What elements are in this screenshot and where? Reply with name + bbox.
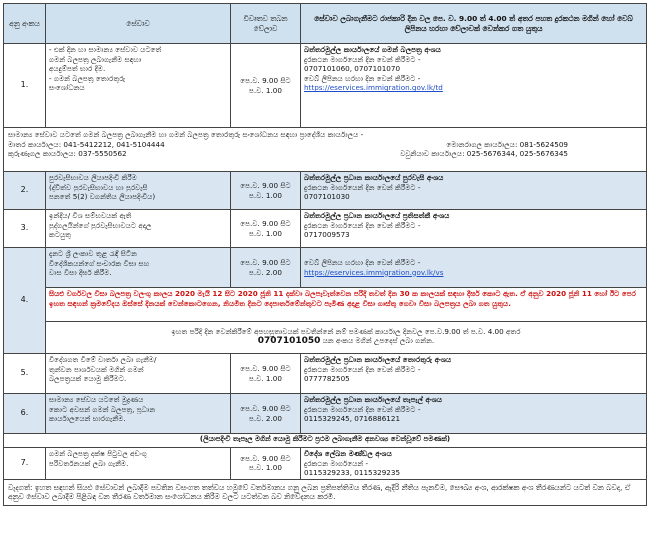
notice-sheet <box>3 3 646 506</box>
phone-numbers: 0707101060, 0707101070 <box>304 64 401 73</box>
table-row <box>4 248 647 288</box>
phone-caption: දුරකථන මාර්ගයෙන් දින වෙන් කිරීමට - <box>304 182 421 192</box>
table-row <box>4 210 647 248</box>
service-description <box>46 248 231 288</box>
kurunegala-office: කුරුණෑගල කාර්යාලය: 037-5550562 <box>8 149 127 158</box>
table-row <box>4 172 647 210</box>
service-line: බලපත්‍රයක් යොමු කිරීමට. <box>49 374 127 383</box>
services-table <box>3 3 647 506</box>
service-description <box>46 354 231 394</box>
phone-caption: දුරකථන මාර්ගයෙන් දින වෙන් කිරීමට - <box>304 54 421 64</box>
service-line: ගමන් බලපත්‍ර ලබාගැනීම සඳහා <box>49 54 142 64</box>
service-description <box>46 172 231 210</box>
booking-details <box>301 172 647 210</box>
open-hours <box>231 172 301 210</box>
table-row <box>4 44 647 128</box>
booking-details <box>301 354 647 394</box>
service-description <box>46 448 231 480</box>
time-to: ප.ව. 1.00 <box>249 463 282 473</box>
urgent-notice: ඉහත පරිදි දින වෙන්කිරීමේ අපහසුතාවයක් පවතින්නේ නම් පමණක් කාර්යාල දිනවල පෙ.ව.9.00 ත් ප.ව. 4.00 අතර <box>171 326 521 336</box>
time-to: ප.ව. 1.00 <box>249 373 282 383</box>
service-line: සංශෝධනය <box>49 83 85 92</box>
row-number: 7. <box>4 448 46 480</box>
urgent-tail: යන අංකය මගින් උපදෙස් ලබා ගන්න. <box>322 336 435 346</box>
phone-caption: දුරකථන මාර්ගයෙන් දින වෙන් කිරීමට - <box>304 220 421 230</box>
row-number: 3. <box>4 210 46 248</box>
regional-offices-row <box>4 128 647 172</box>
office-name: බත්තරමුල්ල කාර්යාලයේ ගමන් බලපත්‍ර අංශය <box>304 45 441 54</box>
visa-extension-notice: සියළු වර්ගවල වීසා බලපත්‍ර වලංගු කාලය 2020 මැයි 12 සිට 2020 ජූනි 11 දක්වා බලපැවැත්වෙන පරිදි තවත් දින 30 ක කාලයක් සඳහා දීර්ඝ කොට ඇත. ඒ අනුව 2020 ජූනි 11 හෝ ඊට පෙර ඉහත සඳහන් ක්‍රමවේදය ඔස්සේ දිනයක් වෙන්කොටගෙන, නියමිත දිනට දෙපාර්තමේන්තුවට පැමිණ අදාළ වීසා ගාස්තු ගෙවා වීසා බලපත්‍රය ලබා ගත යුතුය. <box>46 288 647 322</box>
regional-offices <box>4 128 647 172</box>
booking-details <box>301 210 647 248</box>
service-line: විදේශගත වීමේ වාර්තා ලබා ගැනීම/ <box>49 355 157 364</box>
time-from: පෙ.ව. 9.00 සිට <box>240 364 291 373</box>
service-line: තුන්වන පාර්ශවයක් මගින් ගමන් <box>49 364 144 374</box>
important-footnote: වැදගත්: ඉහත සඳහන් සියළු සේවාවන් ලබාදීම පවතින වසංගත තත්වය හමුවේ වර්තමානය ගනු ලබන ප්‍රතිපත්තිමය තීරණ, ඇදිරි නීතිය පැනවීම, සෞඛ්‍ය අංශ, ආරක්ෂක අංශ තීරණයන්ට යටත් වන බවද, ඒ අනුව සේවාව ලබාදීම පිළිබඳ වන තීරණ වර්තමාන සංශෝධනය කිරීම වලට යටත්වන බව නිවේදනය කරමි. <box>4 479 647 506</box>
row-number: 6. <box>4 394 46 434</box>
office-name: විදේශ ලේඛන මණ්ඩල අංශය <box>304 449 392 458</box>
service-line: පරිවර්තනයක් ලබා ගැනීම. <box>49 458 129 468</box>
service-line: දැනට ශ්‍රී ලංකාව තුළ රැඳී සිටින <box>49 249 137 258</box>
time-from: පෙ.ව. 9.00 සිට <box>240 219 291 228</box>
phone-numbers: 0777782505 <box>304 374 350 383</box>
phone-numbers: 0115329233, 0115329235 <box>304 468 401 477</box>
phone-numbers: 0115329245, 0716886121 <box>304 414 401 423</box>
table-row <box>4 394 647 434</box>
open-hours <box>231 448 301 480</box>
open-hours <box>231 44 301 128</box>
booking-link[interactable]: https://eservices.immigration.gov.lk/td <box>304 83 443 92</box>
header-open-hours: විවෘතව තබන වේලාව <box>231 4 301 44</box>
office-name: බත්තරමුල්ල ප්‍රධාන කාර්යාලයේ තොරතුරු අංශය <box>304 355 452 364</box>
visa-notice-row <box>4 288 647 322</box>
phone-caption: දුරකථන මාර්ගයෙන් - <box>304 458 369 468</box>
service-line: අයදුම්පත් භාර දීම. <box>49 64 106 73</box>
post-notice-row <box>4 434 647 448</box>
open-hours <box>231 210 301 248</box>
row-number: 1. <box>4 44 46 128</box>
urgent-phone: 0707101050 <box>257 336 321 347</box>
booking-link[interactable]: https://eservices.immigration.gov.lk/vs <box>304 267 444 277</box>
phone-caption: දුරකථන මාර්ගයෙන් දින වෙන් කිරීමට - <box>304 404 421 414</box>
phone-numbers: 0717009573 <box>304 230 350 239</box>
header-service: සේවාව <box>46 4 231 44</box>
header-number: අනු අංකය <box>4 4 46 44</box>
header-booking: සේවාව ලබාගැනීමට රාජකාරි දින වල පෙ. ව. 9.00 ත් 4.00 ත් අතර පහත දුරකථන මගින් හෝ වෙබ් ලිපිනය හරහා වේලාවක් වෙන්කර ගත යුතුය <box>301 4 647 44</box>
row-number: 4. <box>4 248 46 354</box>
time-from: පෙ.ව. 9.00 සිට <box>240 76 291 85</box>
office-name: බත්තරමුල්ල ප්‍රධාන කාර්යාලයේ තැපැල් අංශය <box>304 395 443 404</box>
service-line: ඉන්දීය/ විශ සම්භවයක් ඇති <box>49 211 132 220</box>
time-to: ප.ව. 2.00 <box>249 267 282 277</box>
urgent-notice-row <box>4 322 647 354</box>
time-from: පෙ.ව. 9.00 සිට <box>240 181 291 190</box>
service-description <box>46 210 231 248</box>
service-line: වාස වීසා දීර්ඝ කිරීම. <box>49 268 112 277</box>
service-line: පනතේ 5(2) වගන්තිය ලියාපදිංචිය) <box>49 192 156 201</box>
service-line: පුද්ගලයින්ගේ පුරවැසිභාවයට අදාල <box>49 220 152 230</box>
time-to: ප.ව. 1.00 <box>249 228 282 238</box>
service-line: විදේශිකයන්ගේ සංචාරක වීසා සහ <box>49 258 150 268</box>
table-row <box>4 448 647 480</box>
registered-post-notice: (ලියාපදිංචි තැපෑල මගින් යොමු කිරීමට ප්‍රථම ලබාගැනීම අනවශ්‍ය වෙන්වූවේ පමණක්) <box>4 434 647 448</box>
time-to: ප.ව. 1.00 <box>249 190 282 200</box>
booking-details <box>301 44 647 128</box>
regional-title: සාමාන්‍ය සේවාව යටතේ ගමන් බලපත්‍ර ලබාගැනීම හා ගමන් බලපත්‍ර තොරතුරු සංශෝධනය සඳහා ප්‍රාදේශීය කාර්යාලය - <box>8 130 364 139</box>
time-from: පෙ.ව. 9.00 සිට <box>240 404 291 413</box>
service-description <box>46 44 231 128</box>
service-line: පුරවැසිභාවය ලියාපදිංචි කිරීම <box>49 173 137 182</box>
service-line: කටයුතු <box>49 230 72 239</box>
service-line: (ද්විත්ව පුරවැසිභාවය හා පුරවැසි <box>49 182 148 192</box>
booking-details <box>301 448 647 480</box>
open-hours <box>231 394 301 434</box>
service-line: - එක් දින හා සාමාන්‍ය සේවාව යටතේ <box>49 45 162 54</box>
service-line: සාමාන්‍ය සේවය යටතේ මුද්‍රණය <box>49 395 144 404</box>
matara-office: මාතර කාර්යාලය: 041-5412212, 041-5104444 <box>8 139 165 149</box>
row-number: 5. <box>4 354 46 394</box>
booking-details <box>301 248 647 288</box>
table-row <box>4 354 647 394</box>
service-line: - ගමන් බලපත්‍ර තොරතුරු <box>49 73 126 83</box>
service-line: කාර්යාලයෙන් භාරගැනීම. <box>49 414 126 423</box>
footnote-row <box>4 479 647 506</box>
phone-numbers: 0707101030 <box>304 192 350 201</box>
booking-details <box>301 394 647 434</box>
open-hours <box>231 248 301 288</box>
office-name: බත්තරමුල්ල ප්‍රධාන කාර්යාලයේ ප්‍රතිසත්කී අංශය <box>304 211 450 220</box>
open-hours <box>231 354 301 394</box>
monaragala-office: මොනරාගල කාර්යාලය: 081-5624509 <box>446 139 568 149</box>
urgent-contact <box>46 322 647 354</box>
phone-caption: දුරකථන මාර්ගයෙන් දින වෙන් කිරීමට - <box>304 364 421 374</box>
time-from: පෙ.ව. 9.00 සිට <box>240 453 291 463</box>
row-number: 2. <box>4 172 46 210</box>
table-header-row <box>4 4 647 44</box>
office-name: බත්තරමුල්ල ප්‍රධාන කාර්යාලයේ පුරවැසි අංශය <box>304 173 444 182</box>
time-to: ප.ව. 1.00 <box>249 85 282 95</box>
service-line: ගමන් බලපත්‍ර දක්ෂ පිටුවල අඩංගු <box>49 449 147 458</box>
vavuniya-office: වවුනියාව කාර්යාලය: 025-5676344, 025-5676345 <box>400 149 568 158</box>
web-caption: වෙබ් ලිපිනය හරහා දින වෙන් කිරීමට - <box>304 258 421 267</box>
time-to: ප.ව. 2.00 <box>249 413 282 423</box>
service-description <box>46 394 231 434</box>
web-caption: වෙබ් ලිපිනය හරහා දින වෙන් කිරීමට - <box>304 73 421 83</box>
service-line: කොට අවසන් ගමන් බලපත්‍ර, ප්‍රධාන <box>49 404 156 414</box>
time-from: පෙ.ව. 9.00 සිට <box>240 258 291 267</box>
